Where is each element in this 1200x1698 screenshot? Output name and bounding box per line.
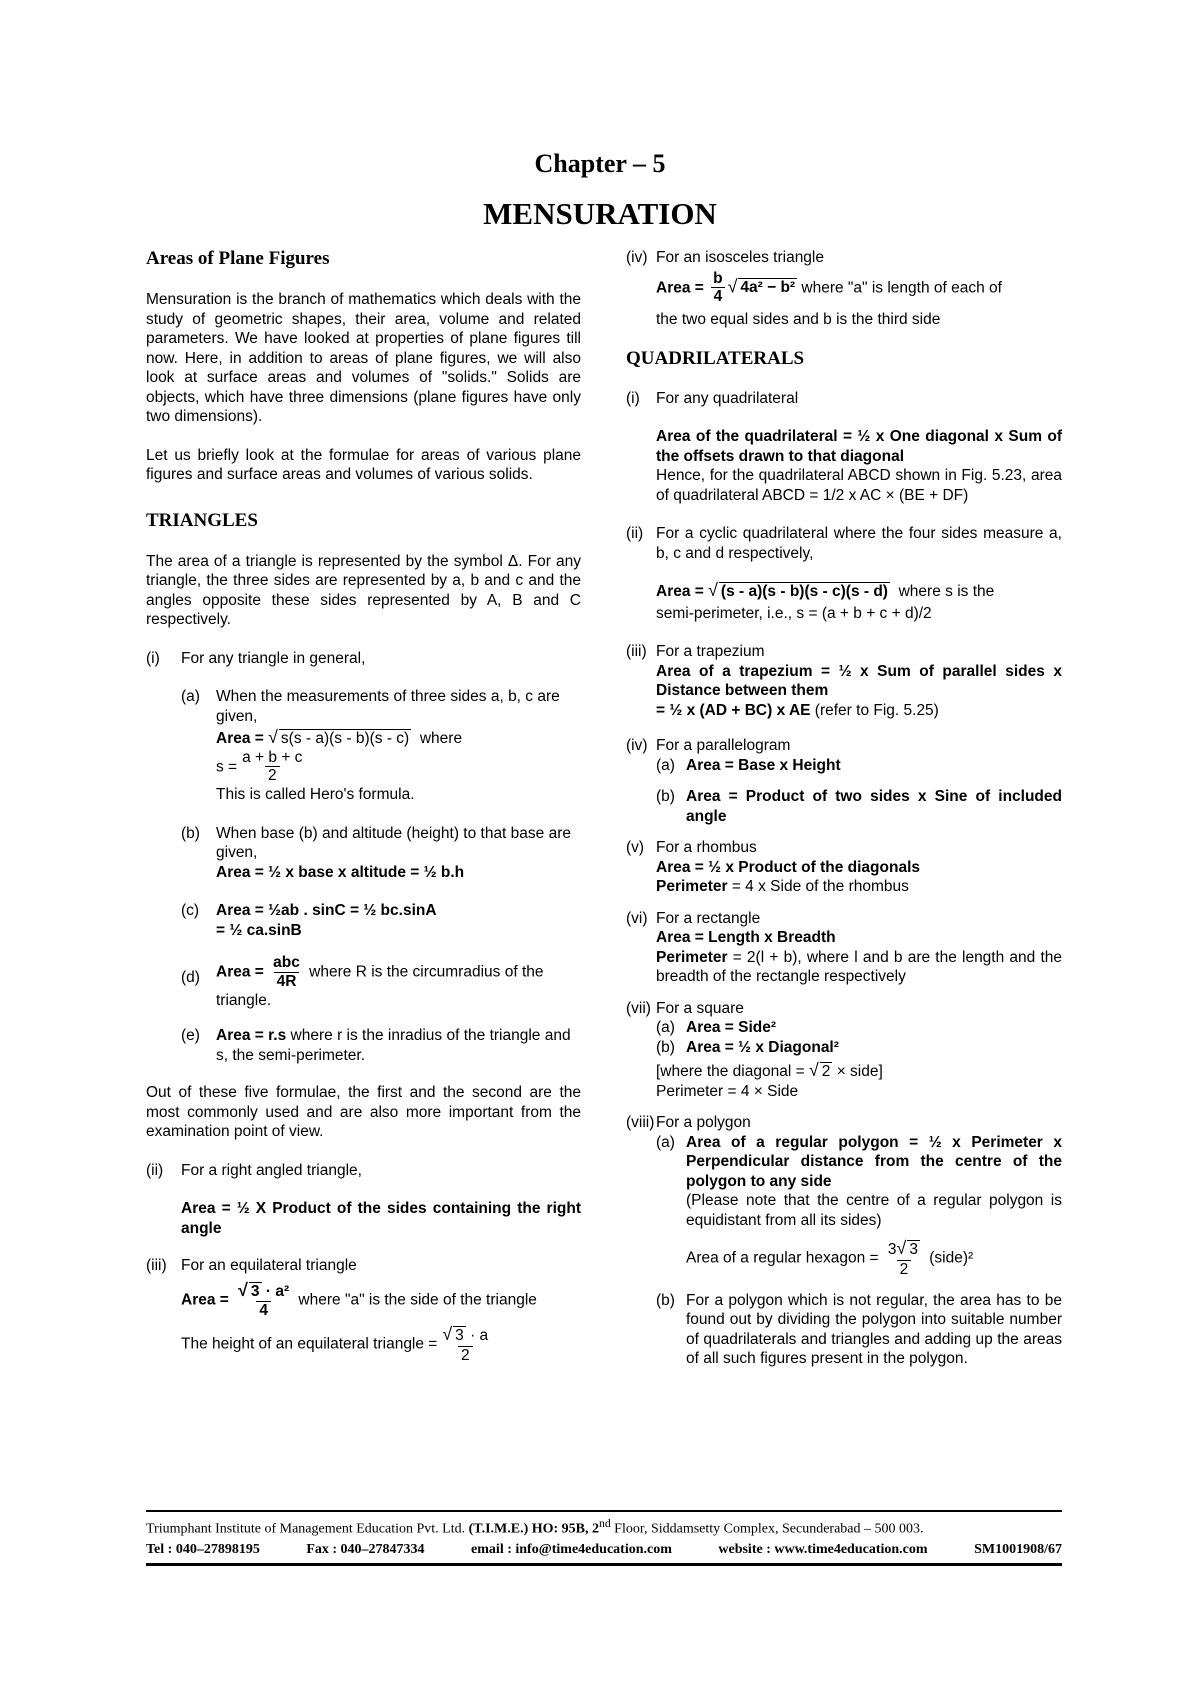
section-heading-quadrilaterals: QUADRILATERALS (626, 347, 805, 369)
quad-item-vii: (vii) For a square (a) Area = Side² (b) Area = ½ x Diagonal² [where the diagonal = √ 2 × side] Perimeter = 4 × Side (626, 999, 1062, 1102)
item-a: (a) When the measurements of three sides a, b, c are given, Area = √ s(s - a)(s - b)(s - c) where s = $\frac{a + b + c}{2}$ This is called Hero's formula. (146, 687, 581, 805)
item-iv-isosceles: (iv) For an isosceles triangle (626, 249, 824, 266)
item-c: (c) Area = ½ab . sinC = ½ bc.sinA = ½ ca.sinB (181, 902, 437, 939)
section-heading-areas: Areas of Plane Figures (146, 248, 330, 269)
quad-item-vi: (vi) For a rectangle Area = Length x Breadth Perimeter = 2(l + b), where l and b are the length and the breadth of the rectangle respectively (626, 909, 1062, 986)
chapter-title: MENSURATION (483, 196, 717, 231)
quad-item-v: (v) For a rhombus Area = ½ x Product of the diagonals Perimeter = 4 x Side of the rhombus (626, 839, 920, 896)
square-diagonal-note: [where the diagonal = √ 2 × side] (656, 1060, 883, 1081)
hexagon-formula: Area of a regular hexagon = $\frac{3√ 3}{2}$ (side)² (686, 1238, 974, 1278)
intro-paragraph: Mensuration is the branch of mathematics which deals with the study of geometric shapes, their area, volume and related parameters. We have looked at properties of plane figures till now. Here, in addition to areas of plane figures, we will also look at surface areas and volumes of "solids." Solids are objects, which have three dimensions (plane figures have only two dimensions). (146, 291, 581, 425)
chapter-number: Chapter – 5 (534, 149, 666, 178)
intro-paragraph-2: Let us briefly look at the formulae for areas of various plane figures and surface areas and volumes of various solids. (146, 446, 581, 483)
item-b: (b) When base (b) and altitude (height) to that base are given, Area = ½ x base x altitude = ½ b.h (181, 824, 571, 881)
page-code: SM1001908/67 (974, 1541, 1062, 1557)
footer-email[interactable]: email : info@time4education.com (471, 1541, 672, 1557)
footer-website[interactable]: website : www.time4education.com (718, 1541, 928, 1557)
right-column: (iv) For an isosceles triangle Area = $\frac{b}{4}$ √ 4a² − b² where "a" is length of each of the two equal sides and b is the third side QUADRILATERALS (i) For any quadrilateral Area of the quadrilateral = ½ x One diagonal x Sum of the offsets drawn to that diagonal Hence, for the quadrilateral ABCD shown in Fig. 5.23, area of quadrilateral ABCD = 1/2 x AC × (BE + DF) (ii) For a cyclic quadrilateral where the four sides measure a, b, c and d respectively, Area = √ (s - a)(s - b)(s - c)(s - d) where s is the semi-perimeter, i.e., s = (a + b + c + d)/2 (iii) For a trapezium Area of a trapezium = ½ x Sum of parallel sides x Distance between them = ½ x (AD + BC) x AE (refer to Fig. 5.25) (iv) For a parallelogram (a) Area = Base x Height (b) Area = Product of two sides x Sine of included angle (v) For a rhombus Area = ½ x Product of the diagonals Perimeter = 4 x Side of the rhombus (vi) For a rectangle Area = Length x Breadth Perimeter = 2(l + b), where l and b are the length and the breadth of the rectangle respectively (vii) For a square (a) Area = Side² (b) Area = ½ x Diagonal² [where the diagonal = √ 2 × side] Perimeter = 4 × Side (viii) For a polygon (a) Area of a regular polygon = ½ x Perimeter x Perpendicular distance from the centre of the polygon to any side (Please note that the centre of a regular polygon is equidistant from all its sides) Area of a regular hexagon = $\frac{3√ 3}{2}$ (side)² (b) For a polygon which is not regular, the area has to be found out by dividing the polygon into suitable number of quadrilaterals and triangles and adding up the areas of all such figures present in the polygon. (626, 249, 1062, 1368)
footer-contacts (146, 1540, 1062, 1560)
heron-formula: Area = √ s(s - a)(s - b)(s - c) where (216, 727, 463, 747)
right-triangle-formula: Area = ½ X Product of the sides containing the right angle (181, 1200, 581, 1237)
conclusion-paragraph: Out of these five formulae, the first and the second are the most commonly used and are also more important from the examination point of view. (146, 1084, 581, 1141)
quad-item-i: (i) For any quadrilateral (626, 389, 799, 407)
item-e: (e) Area = r.s where r is the inradius of the triangle and s, the semi-perimeter. (181, 1027, 571, 1064)
item-ii: (ii) For a right angled triangle, (146, 1161, 362, 1179)
footer-tel: Tel : 040–27898195 (146, 1541, 260, 1557)
item-iii: (iii) For an equilateral triangle (146, 1257, 357, 1275)
footer-rule-top (146, 1510, 1062, 1512)
item-i: (i) For any triangle in general, (146, 649, 366, 667)
page-footer (146, 1510, 1062, 1566)
page-header (0, 148, 1200, 234)
footer-fax: Fax : 040–27847334 (306, 1541, 425, 1557)
cyclic-quadrilateral-formula: Area = √ (s - a)(s - b)(s - c)(s - d) where s is the (656, 580, 995, 601)
section-heading-triangles: TRIANGLES (146, 509, 258, 531)
quad-item-viii: (viii) For a polygon (a) Area of a regular polygon = ½ x Perimeter x Perpendicular distance from the centre of the polygon to any side (Please note that the centre of a regular polygon is equidistant from all its sides) Area of a regular hexagon = $\frac{3√ 3}{2}$ (side)² (b) For a polygon which is not regular, the area has to be found out by dividing the polygon into suitable number of quadrilaterals and triangles and adding up the areas of all such figures present in the polygon. (626, 1114, 1062, 1368)
quad-item-iv: (iv) For a parallelogram (a) Area = Base x Height (b) Area = Product of two sides x Sine of included angle (626, 737, 1062, 825)
quad-item-iii: (iii) For a trapezium Area of a trapezium = ½ x Sum of parallel sides x Distance between them = ½ x (AD + BC) x AE (refer to Fig. 5.25) (626, 643, 1062, 719)
item-d: (d) Area = $\frac{\text{abc}}{4R}$ where R is the circumradius of the triangle. (181, 954, 544, 1009)
footer-rule-bottom (146, 1563, 1062, 1566)
equilateral-area-formula: Area = $\frac{\text{√ 3 · a²}}{4}$ where "a" is the side of the triangle (181, 1279, 537, 1320)
quadrilateral-formula: Area of the quadrilateral = ½ x One diagonal x Sum of the offsets drawn to that diagonal (656, 428, 1062, 465)
semi-perimeter-formula: s = $\frac{a + b + c}{2}$ (216, 748, 303, 785)
triangles-intro: The area of a triangle is represented by the symbol Δ. For any triangle, the three sides are represented by a, b and c and the angles opposite these sides represented by A, B and C respectively. (146, 552, 581, 628)
footer-address: Triumphant Institute of Management Education Pvt. Ltd. (T.I.M.E.) HO: 95B, 2nd Floor, Siddamsetty Complex, Secunderabad – 500 003. (146, 1517, 924, 1537)
left-column (146, 248, 581, 1365)
quad-item-ii: (ii) For a cyclic quadrilateral where the four sides measure a, b, c and d respectively, (626, 525, 1062, 562)
isosceles-formula: Area = $\frac{b}{4}$ √ 4a² − b² where "a" is length of each of (656, 269, 1002, 306)
equilateral-height-formula: The height of an equilateral triangle = $\frac{√ 3 \cdot a}{2}$ (181, 1324, 489, 1364)
